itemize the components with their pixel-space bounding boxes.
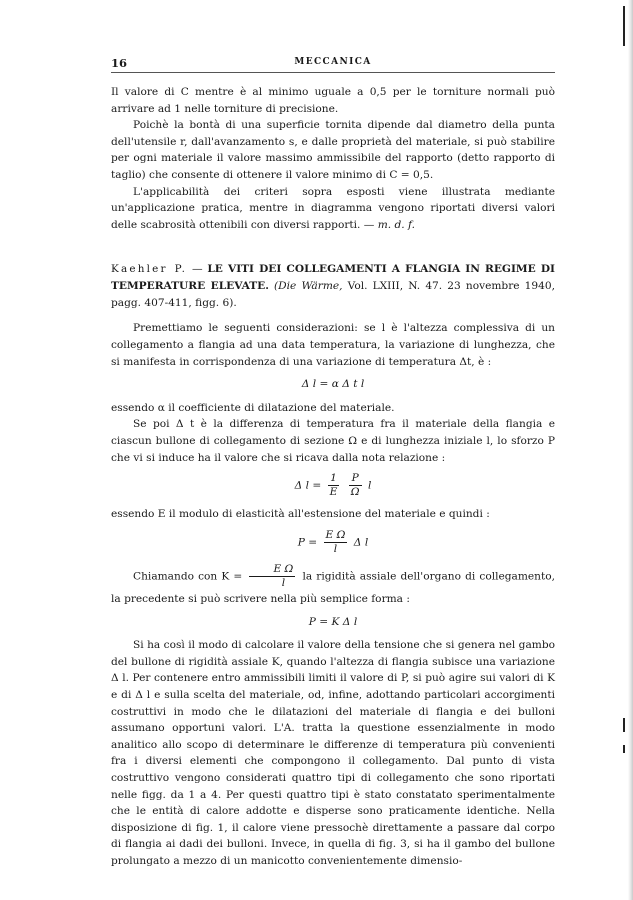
paragraph: Premettiamo le seguenti considerazioni: se l è l'altezza complessiva di un collegamento a flangia ad una data temperatura, la variazione di lunghezza, che si manifesta in corrispondenza di una variazione di temperatura Δt, è : xyxy=(111,322,555,368)
paragraph: Se poi Δ t è la differenza di temperatura fra il materiale della flangia e ciascun bullone di collegamento di sezione Ω e di lunghezza iniziale l, lo sforzo P che vi si induce ha il valore che si ricava dalla nota relazione : xyxy=(111,418,555,464)
fraction-denominator: Ω xyxy=(350,486,360,499)
fraction xyxy=(328,472,340,499)
definition-tail: la rigidità assiale dell'organo di collegamento, la precedente si può scrivere nella più semplice forma : xyxy=(111,570,555,605)
signature: m. d. f. xyxy=(377,218,415,231)
fraction xyxy=(249,563,295,590)
fraction-denominator: l xyxy=(333,542,338,555)
fraction xyxy=(324,529,348,556)
header-rule xyxy=(111,72,555,73)
article-journal: (Die Wärme, xyxy=(274,280,343,293)
formula-stiffness: P = K Δ l xyxy=(308,615,358,628)
fraction-numerator: P xyxy=(349,472,362,486)
formula-lhs: Δ l = xyxy=(294,479,322,492)
fraction-numerator: E Ω xyxy=(249,563,295,577)
paragraph xyxy=(111,563,555,608)
paragraph: essendo E il modulo di elasticità all'estensione del materiale e quindi : xyxy=(111,508,490,521)
scan-edge-mark xyxy=(623,745,625,753)
page-body xyxy=(111,84,555,870)
title-dash: — xyxy=(187,263,208,276)
paragraph-text: L'applicabilità dei criteri sopra esposti viene illustrata mediante un'applicazione pratica, mentre in diagramma vengono riportati diversi valori delle scabrosità ottenibili con diversi rapporti. — xyxy=(111,185,555,231)
scan-edge-mark xyxy=(623,718,625,732)
fraction-numerator: 1 xyxy=(328,472,340,486)
formula-thermal-expansion: Δ l = α Δ t l xyxy=(301,378,365,391)
scan-edge-shadow xyxy=(628,0,633,900)
fraction-denominator: l xyxy=(281,576,286,589)
article-author: Kaehler P. xyxy=(111,263,188,276)
formula-force xyxy=(111,529,555,556)
paragraph: Poichè la bontà di una superficie tornita dipende dal diametro della punta dell'utensile r, dall'avanzamento s, e dalle proprietà del materiale, si può stabilire per ogni materiale il valore massimo ammissibile del rapporto (detto rapporto di taglio) che consente di ottenere il valore minimo di C = 0,5. xyxy=(111,119,555,181)
page-header xyxy=(111,56,555,70)
scan-edge-mark xyxy=(623,6,625,46)
formula-rhs: l xyxy=(367,479,372,492)
paragraph: Il valore di C mentre è al minimo uguale a 0,5 per le torniture normali può arrivare ad 1 nelle torniture di precisione. xyxy=(111,86,555,115)
article-title xyxy=(111,261,555,312)
paragraph: essendo α il coefficiente di dilatazione del materiale. xyxy=(111,401,395,414)
running-title: MECCANICA xyxy=(294,57,372,67)
formula-lhs: P = xyxy=(297,536,318,549)
page-number: 16 xyxy=(111,56,128,70)
article-details: Vol. LXIII, N. 47. 23 novembre 1940, pagg. 407-411, figg. 6). xyxy=(111,280,555,310)
fraction-numerator: E Ω xyxy=(325,528,346,541)
paragraph xyxy=(111,184,555,234)
formula-rhs: Δ l xyxy=(353,536,369,549)
article-headline: LE VITI DEI COLLEGAMENTI A FLANGIA IN REGIME DI TEMPERATURE ELEVATE. xyxy=(111,263,555,293)
fraction-denominator: E xyxy=(329,486,338,499)
paragraph: Si ha così il modo di calcolare il valore della tensione che si genera nel gambo del bullone di rigidità assiale K, quando l'altezza di flangia subisce una variazione Δ l. Per contenere entro ammissibili limiti il valore di P, si può agire sui valori di K e di Δ l e sulla scelta del materiale, od, infine, adottando particolari accorgimenti costruttivi in modo che le dilatazioni del materiale di flangia e dei bulloni assumano opportuni valori. L'A. tratta la questione essenzialmente in modo analitico allo scopo di determinare le differenze di temperatura più convenienti fra i diversi elementi che compongono il collegamento. Dal punto di vista costruttivo vengono considerati quattro tipi di collegamento che sono riportati nelle figg. da 1 a 4. Per questi quattro tipi è stato constatato sperimentalmente che le entità di calore addotte e disperse sono praticamente identiche. Nella disposizione di fig. 1, il calore viene pressochè direttamente a passare dal corpo di flangia ai dadi dei bulloni. Invece, in quella di fig. 3, si ha il gambo del bullone prolungato a mezzo di un manicotto convenientemente dimensio- xyxy=(111,639,555,867)
definition-lead: Chiamando con K = xyxy=(133,570,243,583)
formula-elongation xyxy=(111,472,555,499)
fraction xyxy=(349,472,362,499)
